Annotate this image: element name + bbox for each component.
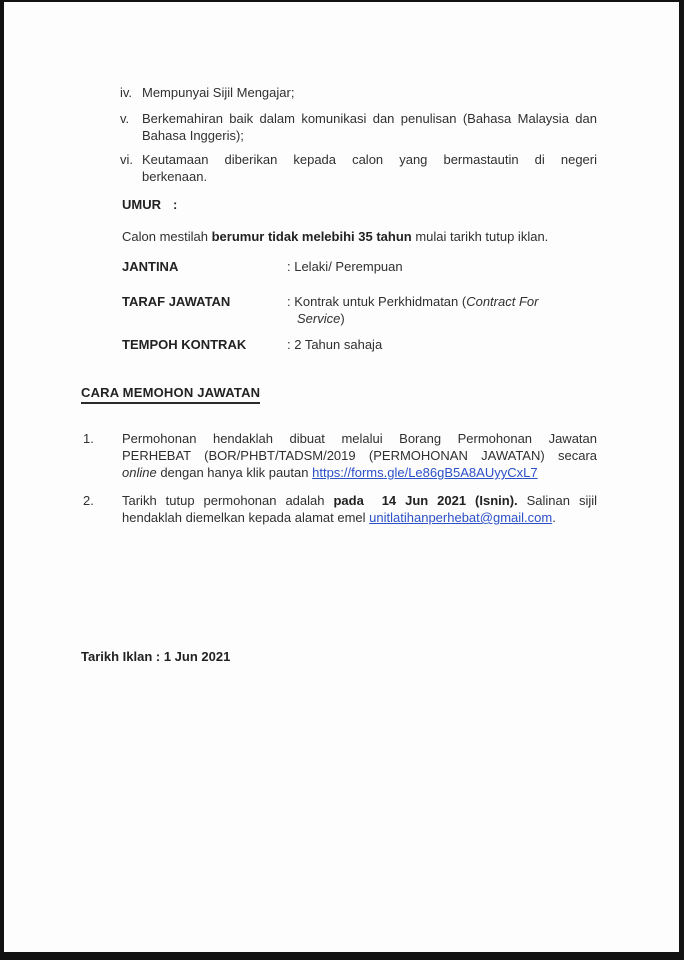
closing-date-post: Salinan sijil [517,493,598,508]
apply-item-2 [83,492,597,526]
detail-row-tempoh [122,336,587,353]
section-heading: CARA MEMOHON JAWATAN [81,384,260,404]
requirement-text-line: Keutamaan diberikan kepada calon yang bermastautin di negeri [142,152,597,167]
paragraph-line [122,492,597,509]
umur-heading [122,196,177,213]
closing-date-bold: pada 14 Jun 2021 (Isnin). [333,493,518,508]
detail-row-jantina [122,258,587,275]
detail-label: TARAF JAWATAN [122,294,231,309]
pautan-text: dengan hanya klik pautan [156,465,313,480]
requirement-text: Mempunyai Sijil Mengajar; [142,85,295,100]
requirement-item-v [120,110,597,144]
taraf-value-italic-2: Service [297,311,341,326]
advert-date: Tarikh Iklan : 1 Jun 2021 [81,649,231,664]
paragraph-line [122,464,597,481]
detail-label: JANTINA [122,259,179,274]
taraf-value-post: ) [340,311,345,326]
requirement-item-iv [120,84,597,101]
umur-label: UMUR [122,197,161,212]
section-heading-wrap [81,384,260,404]
umur-note-post: mulai tarikh tutup iklan. [411,229,549,244]
detail-value: : 2 Tahun sahaja [287,337,383,352]
document-page [4,2,679,952]
detail-value: : Lelaki/ Perempuan [287,259,403,274]
list-marker: 2. [83,493,94,508]
list-marker: 1. [83,431,94,446]
email-link[interactable]: unitlatihanperhebat@gmail.com [369,510,553,525]
umur-note-bold: berumur tidak melebihi 35 tahun [211,229,412,244]
closing-date-pre: Tarikh tutup permohonan adalah [122,493,334,508]
paragraph-line [122,509,597,526]
requirement-text-line: berkenaan. [142,169,208,184]
detail-value-line [287,310,587,327]
email-text-post: . [552,510,556,525]
detail-row-taraf [122,293,587,327]
paragraph-line: PERHEBAT (BOR/PHBT/TADSM/2019 (PERMOHONAN JAWATAN) secara [122,448,597,463]
list-marker: iv. [120,85,133,100]
list-marker: vi. [120,152,133,167]
umur-note [122,228,600,245]
online-italic: online [122,465,157,480]
taraf-value-italic: Contract For [466,294,539,309]
paragraph-line: Permohonan hendaklah dibuat melalui Borang Permohonan Jawatan [122,431,597,446]
list-marker: v. [120,111,130,126]
requirement-text-line: Berkemahiran baik dalam komunikasi dan penulisan (Bahasa Malaysia dan [142,111,597,126]
taraf-value-pre: : Kontrak untuk Perkhidmatan ( [287,294,467,309]
requirement-item-vi [120,151,597,185]
apply-item-1 [83,430,597,481]
detail-value-line [287,293,587,310]
umur-colon: : [173,197,178,212]
requirement-text-line: Bahasa Inggeris); [142,128,244,143]
detail-label: TEMPOH KONTRAK [122,337,247,352]
forms-link[interactable]: https://forms.gle/Le86gB5A8AUyyCxL7 [312,465,538,480]
umur-note-pre: Calon mestilah [122,229,212,244]
email-text-pre: hendaklah diemelkan kepada alamat emel [122,510,370,525]
